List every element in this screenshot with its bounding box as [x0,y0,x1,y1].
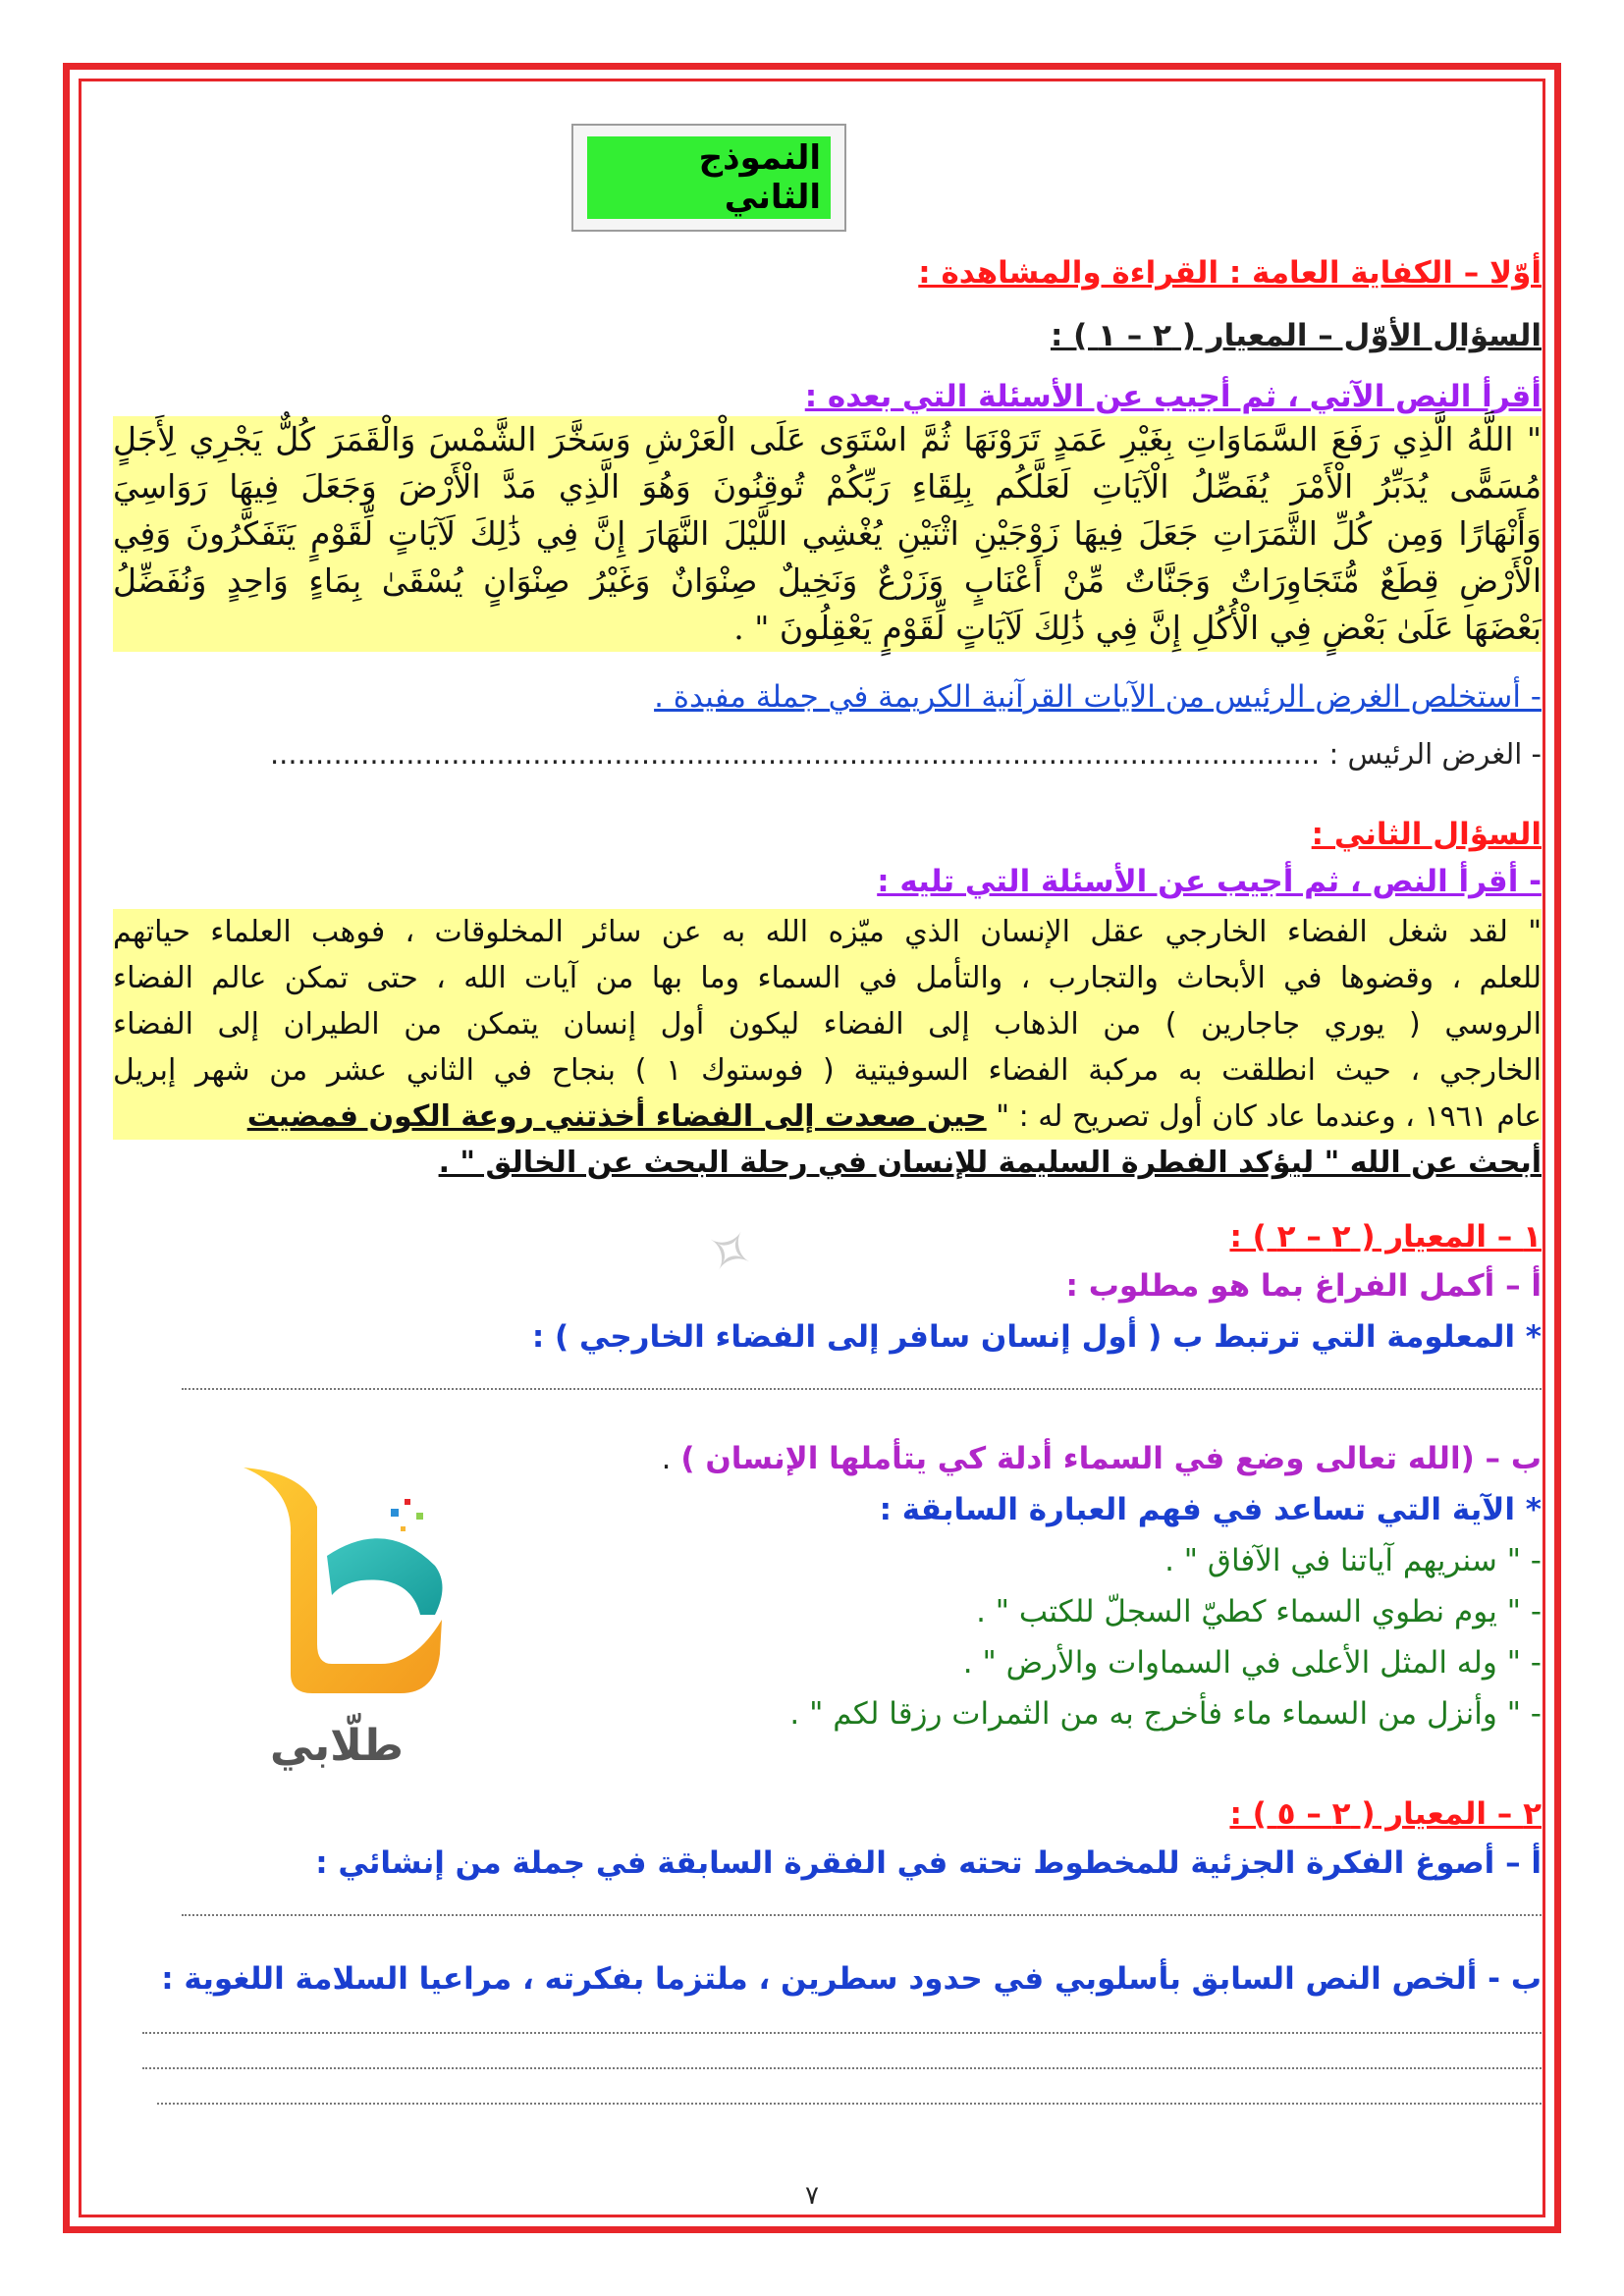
section1-heading: أوّلا – الكفاية العامة : القراءة والمشاهدة : [918,255,1542,291]
answer-dotted-line[interactable] [157,2103,1542,2105]
watermark: ✧ [689,1212,775,1291]
answer-dotted-line[interactable] [142,2067,1542,2069]
quran-line: " اللَّهُ الَّذِي رَفَعَ السَّمَاوَاتِ بِغَيْرِ عَمَدٍ تَرَوْنَهَا ثُمَّ اسْتَوَى عَلَى الْعَرْشِ وَسَخَّرَ الشَّمْسَ وَالْقَمَرَ كُلٌّ يَجْرِي لِأَجَلٍ [113,420,1542,458]
q1-task: - أستخلص الغرض الرئيس من الآيات القرآنية الكريمة في جملة مفيدة . [654,679,1542,715]
option-3[interactable]: - " وله المثل الأعلى في السماوات والأرض " . [962,1645,1542,1681]
part-a-heading: أ – أكمل الفراغ بما هو مطلوب : [1065,1268,1542,1304]
answer-dotted-line[interactable] [182,1914,1542,1916]
part-b2-question: ب - ألخص النص السابق بأسلوبي في حدود سطرين ، ملتزما بفكرته ، مراعيا السلامة اللغوية : [161,1961,1542,1997]
title-inner [587,139,831,216]
option-4[interactable]: - " وأنزل من السماء ماء فأخرج به من الثمرات رزقا لكم " . [789,1696,1542,1732]
option-2[interactable]: - " يوم نطوي السماء كطيّ السجلّ للكتب " . [976,1594,1542,1629]
q1-heading: السؤال الأوّل – المعيار ( ٢ – ١ ) : [1050,318,1542,353]
part-b-question: * الآية التي تساعد في فهم العبارة السابقة : [879,1492,1542,1527]
passage-line: الخارجي ، حيث انطلقت به مركبة الفضاء السوفيتية ( فوستوك ١ ) بنجاح في الثاني عشر من شهر إبريل [113,1053,1542,1088]
passage-line-6: أبحث عن الله " ليؤكد الفطرة السليمة للإنسان في رحلة البحث عن الخالق " . [113,1140,1542,1186]
reading-passage [113,909,1542,1186]
part-b-text: (الله تعالى وضع في السماء أدلة كي يتأملها الإنسان ) [680,1441,1475,1476]
standard2-heading: ٢ – المعيار ( ٢ – ٥ ) : [1229,1796,1542,1832]
quran-line: مُسَمًّى يُدَبِّرُ الْأَمْرَ يُفَصِّلُ الْآيَاتِ لَعَلَّكُم بِلِقَاءِ رَبِّكُمْ تُوقِنُونَ وَهُوَ الَّذِي مَدَّ الْأَرْضَ وَجَعَلَ فِيهَا رَوَاسِيَ [113,467,1542,506]
part-a-question: * المعلومة التي ترتبط ب ( أول إنسان سافر إلى الفضاء الخارجي ) : [531,1319,1542,1355]
quran-passage [113,416,1542,652]
quran-line: الْأَرْضِ قِطَعٌ مُّتَجَاوِرَاتٌ وَجَنَّاتٌ مِّنْ أَعْنَابٍ وَزَرْعٌ وَنَخِيلٌ صِنْوَانٌ وَغَيْرُ صِنْوَانٍ يُسْقَىٰ بِمَاءٍ وَاحِدٍ وَنُفَضِّلُ [113,561,1542,600]
passage-line [113,1094,1542,1140]
page-number: ٧ [805,2181,819,2211]
part-a2-question: أ – أصوغ الفكرة الجزئية للمخطوط تحته في الفقرة السابقة في جملة من إنشائي : [315,1845,1542,1881]
option-1[interactable]: - " سنريهم آياتنا في الآفاق " . [1164,1543,1542,1578]
q1-instruction: أقرأ النص الآتي ، ثم أجيب عن الأسئلة التي بعده : [804,379,1542,414]
tolabi-logo [214,1448,460,1791]
part-b-suffix: . [661,1441,681,1476]
answer-dotted-line[interactable] [142,2032,1542,2034]
passage-line: للعلم ، وقضوها في الأبحاث والتجارب ، والتأمل في السماء وما بها من آيات الله ، حتى تمكن عالم الفضاء [113,961,1542,995]
underlined-quote: حين صعدت إلى الفضاء أخذتني روعة الكون فمضيت [246,1099,987,1134]
logo-text: طلّابي [270,1721,404,1771]
q1-answer-line[interactable]: - الغرض الرئيس : .................................................................................................................... [269,737,1542,771]
standard1-heading: ١ – المعيار ( ٢ – ٢ ) : [1229,1219,1542,1255]
q2-instruction: - أقرأ النص ، ثم أجيب عن الأسئلة التي تليه : [877,864,1542,899]
logo-icon [214,1448,460,1791]
title-box [571,124,846,232]
passage-line-5a: عام ١٩٦١ ، وعندما عاد كان أول تصريح له : " [986,1099,1542,1134]
part-b-prefix: ب – [1474,1441,1542,1476]
answer-dotted-line[interactable] [182,1388,1542,1390]
quran-line: بَعْضَهَا عَلَىٰ بَعْضٍ فِي الْأُكُلِ إِنَّ فِي ذَٰلِكَ لَآيَاتٍ لِّقَوْمٍ يَعْقِلُونَ " . [733,609,1542,647]
passage-line: الروسي ( يوري جاجارين ) من الذهاب إلى الفضاء ليكون أول إنسان يتمكن من الطيران إلى الفضاء [113,1007,1542,1041]
quran-line: وَأَنْهَارًا وَمِن كُلِّ الثَّمَرَاتِ جَعَلَ فِيهَا زَوْجَيْنِ اثْنَيْنِ يُغْشِي اللَّيْلَ النَّهَارَ إِنَّ فِي ذَٰلِكَ لَآيَاتٍ لِّقَوْمٍ يَتَفَكَّرُونَ وَفِي [113,514,1542,553]
part-b-statement [662,1439,1542,1478]
q2-heading: السؤال الثاني : [1311,817,1542,852]
page-title: النموذج الثاني [587,136,831,219]
passage-line: " لقد شغل الفضاء الخارجي عقل الإنسان الذي ميّزه الله به عن سائر المخلوقات ، فوهب العلماء حياتهم [113,915,1542,949]
